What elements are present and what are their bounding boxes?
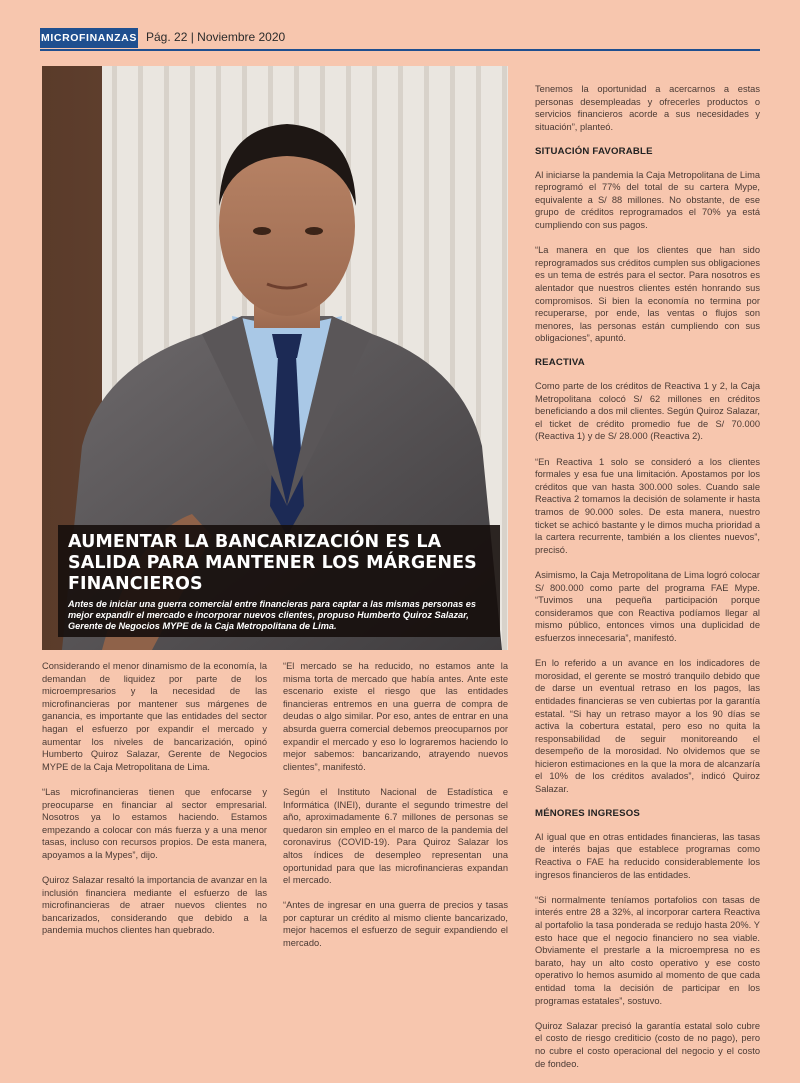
- paragraph: En lo referido a un avance en los indicadores de morosidad, el gerente se mostró tranquilo debido que de darse un eventual retraso en los pagos, las entidades financieras se ven cubiertas por la garantía estatal. “Si hay un retraso mayor a los 90 días se activa la cobertura estatal, pero eso no quita la responsabilidad de seguir monitoreando el desempeño de la morosidad. No olvidemos que se hicieron estimaciones en la que la mora de alcanzaría el 10% de los créditos avalados”, indicó Quiroz Salazar.: [535, 658, 760, 795]
- brand-logo: MICROFINANZAS: [40, 28, 138, 48]
- section-heading-reactiva: REACTIVA: [535, 357, 585, 369]
- paragraph: Asimismo, la Caja Metropolitana de Lima logró colocar S/ 800.000 como parte del programa FAE Mype. “Tuvimos una pequeña participación porque consideramos que con Reactiva podíamos llegar al mismo público, entonces vimos una duplicidad de esfuerzos innecesaria”, manifestó.: [535, 569, 760, 643]
- column-2: [283, 660, 508, 962]
- paragraph: “La manera en que los clientes que han sido reprogramados sus créditos cumplen sus obligaciones es un tema de estrés para el sector. Para nosotros es alentador que nuestros clientes estén honrando sus compromisos. Si bien la economía no termina por recuperarse, por ende, las ventas o flujos son menores, las personas están cumpliendo con sus obligaciones”, apuntó.: [535, 245, 760, 344]
- paragraph: Considerando el menor dinamismo de la economía, la demandan de liquidez por parte de los microempresarios y la necesidad de las microfinancieras por mantener sus márgenes de ganancia, es importante que las entidades del sector hagan el esfuerzo por expandir el mercado y aumentar los niveles de bancarización, opinó Humberto Quiroz Salazar, Gerente de Negocios MYPE de la Caja Metropolitana de Lima.: [42, 661, 267, 772]
- article-headline: AUMENTAR LA BANCARIZACIÓN ES LA SALIDA PARA MANTENER LOS MÁRGENES FINANCIEROS: [68, 532, 477, 594]
- paragraph: Quiroz Salazar resaltó la importancia de avanzar en la inclusión financiera mediante el esfuerzo de las microfinancieras de atraer nuevos clientes no bancarizados, considerando que debido a la pandemia muchos clientes han quebrado.: [42, 875, 267, 936]
- paragraph: “Las microfinancieras tienen que enfocarse y preocuparse en financiar al sector empresarial. Nosotros ya lo estamos haciendo. Estamos empezando a colocar con más fuerza y a una menor tasas, incluso con recursos propios. De esta manera, apoyamos a la Mypes”, dijo.: [42, 786, 267, 860]
- article-standfirst: Antes de iniciar una guerra comercial entre financieras para captar a las mismas personas es mejor expandir el mercado e incorporar nuevos clientes, propuso Humberto Quiroz Salazar, Gerente de Negocios MYPE de la Caja Metropolitana de Lima.: [68, 599, 477, 631]
- paragraph: Al iniciarse la pandemia la Caja Metropolitana de Lima reprogramó el 77% del total de su cartera Mype, equivalente a S/ 88 millones. No obstante, de ese grupo de créditos reprogramados el 70% ya está cumpliendo con sus pagos.: [535, 169, 760, 230]
- paragraph: Como parte de los créditos de Reactiva 1 y 2, la Caja Metropolitana colocó S/ 62 millones en créditos beneficiando a dos mil clientes. Según Quiroz Salazar, el ticket de crédito promedio fue de S/ 70.000 (Reactiva 1) y de S/ 28.000 (Reactiva 2).: [535, 381, 760, 442]
- column-3: [535, 83, 760, 1083]
- paragraph: Al igual que en otras entidades financieras, las tasas de interés bajas que establece programas como Reactiva o FAE ha reducido considerablemente los ingresos financieros de las entidades.: [535, 831, 760, 880]
- page-header: [0, 0, 800, 52]
- page-meta: Pág. 22 | Noviembre 2020: [146, 30, 286, 44]
- paragraph: “Antes de ingresar en una guerra de precios y tasas por capturar un crédito al mismo cliente bancarizado, mejor hacemos el esfuerzo de seguir expandiendo el mercado.: [283, 900, 508, 949]
- paragraph: Tenemos la oportunidad a acercarnos a estas personas desempleadas y ofrecerles productos o servicios financieros acorde a sus necesidades y situación”, planteó.: [535, 84, 760, 132]
- headline-box: [58, 525, 500, 637]
- section-heading-situacion: SITUACIÓN FAVORABLE: [535, 145, 653, 157]
- section-heading-ingresos: MÉNORES INGRESOS: [535, 808, 641, 820]
- paragraph: “El mercado se ha reducido, no estamos ante la misma torta de mercado que había antes. Ante este escenario existe el riesgo que las entidades financieras entremos en una guerra de compra de deudas o algo similar. Por eso, antes de entrar en una absurda guerra comercial debemos preocuparnos por expandir el mercado y eso lo lograremos haciendo lo mejor sabemos: bancarizando, atrayendo nuevos clientes”, manifestó.: [283, 661, 508, 772]
- paragraph: “En Reactiva 1 solo se consideró a los clientes formales y esa fue una limitación. Apostamos por los créditos que van hasta 300.000 soles. Cuando sale Reactiva 2 tomamos la decisión de solamente ir hasta tramos de 90.000 soles. De esta manera, nuestro ticket se achicó bastante y le dimos mucha prioridad a la cartera recurrente, también a los clientes nuevos”, precisó.: [535, 456, 760, 555]
- column-1: [42, 660, 267, 950]
- paragraph: “Si normalmente teníamos portafolios con tasas de interés entre 28 a 32%, al incorporar cartera Reactiva al portafolio la tasa ponderada se redujo hasta 20%. Y esto hace que el negocio financiero no sea viable. Obviamente el prestarle a la microempresa no es barato, hay un alto costo operativo y ese costo operativo lo hemos asumido al momento de que cada entidad toma la decisión de participar en los programas estatales”, sostuvo.: [535, 894, 760, 1006]
- header-rule: [40, 49, 760, 51]
- paragraph: Según el Instituto Nacional de Estadística e Informática (INEI), durante el segundo trimestre del año, aproximadamente 6.7 millones de personas se quedaron sin empleo en el marco de la pandemia del coronavirus (COVID-19). Para Quiroz Salazar los altos índices de desempleo representan una oportunidad para que las microfinancieras expandan el mercado.: [283, 786, 508, 886]
- paragraph: Quiroz Salazar precisó la garantía estatal solo cubre el costo de riesgo crediticio (costo de no pago), pero no cubre el costo operacional del negocio y el costo de fondeo.: [535, 1020, 760, 1069]
